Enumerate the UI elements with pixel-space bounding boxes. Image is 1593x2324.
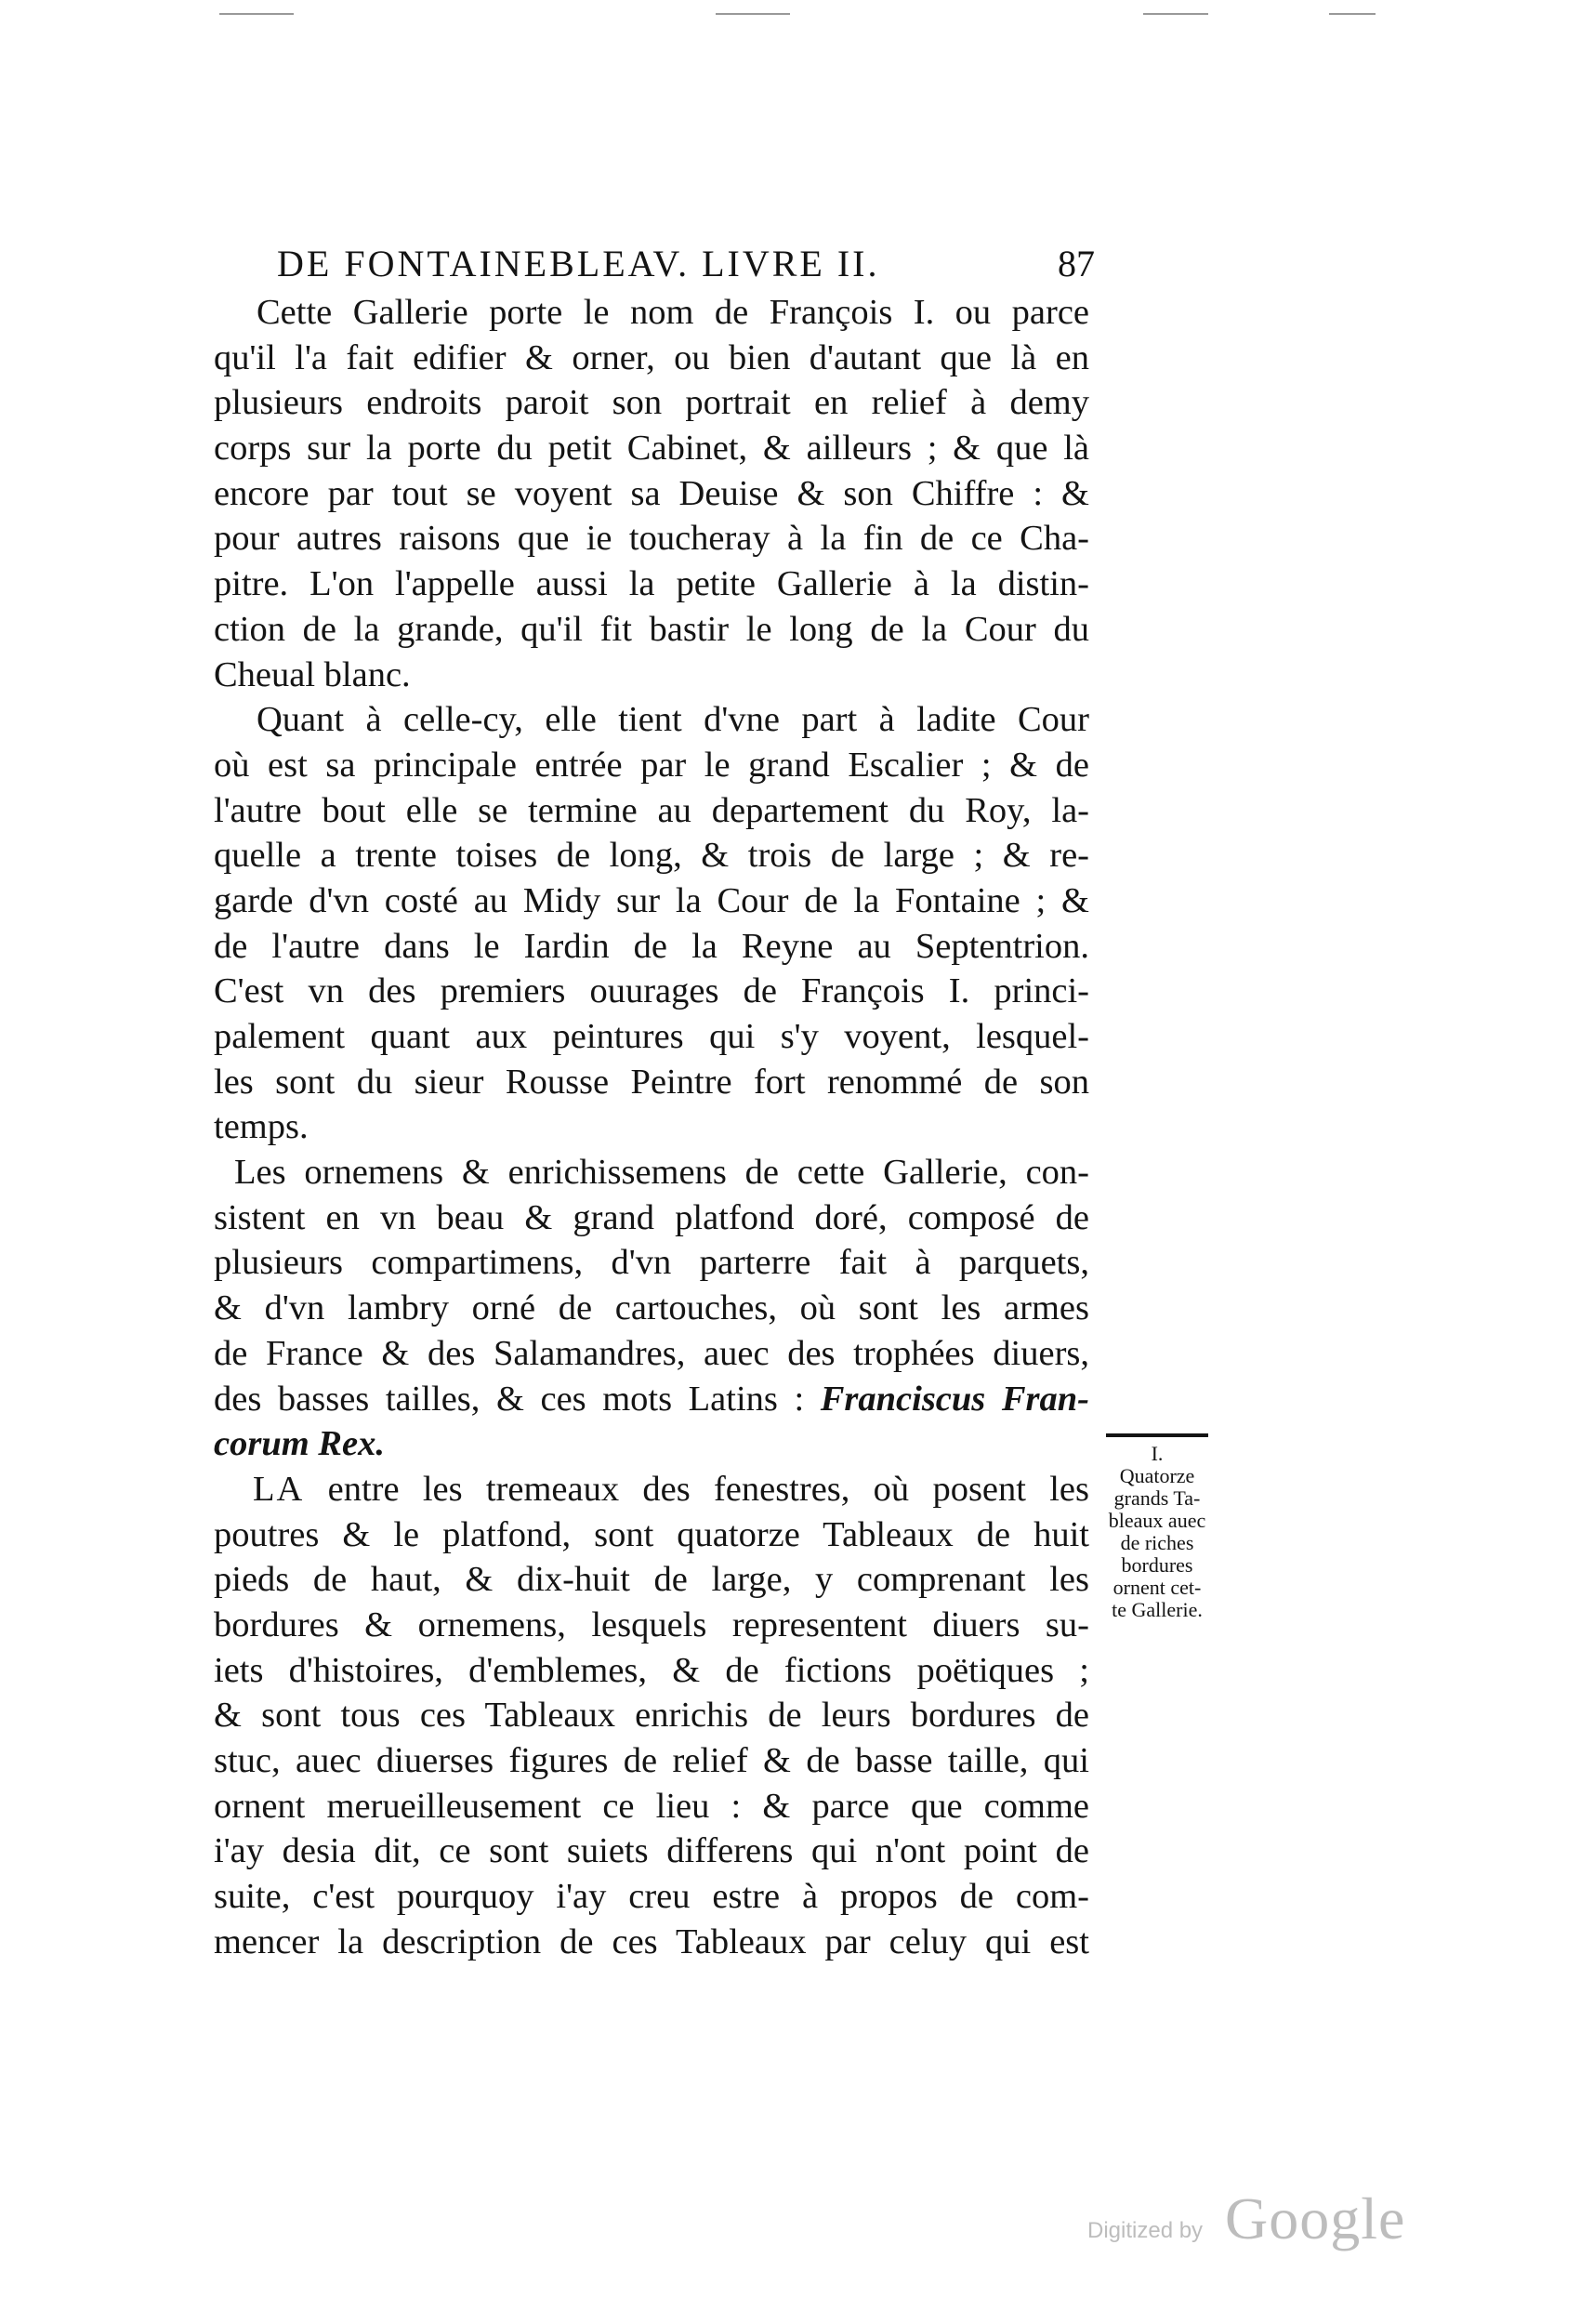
text-span: des basses tailles, & ces mots Latins :: [214, 1379, 805, 1419]
text-line: où est sa principale entrée par le grand Escalier ; & de: [214, 745, 1089, 785]
text-line: garde d'vn costé au Midy sur la Cour de la Fontaine ; &: [214, 880, 1089, 920]
running-head-title: DE FONTAINEBLEAV. LIVRE II.: [277, 243, 880, 284]
text-line: [214, 1467, 1089, 1512]
text-line: plusieurs compartimens, d'vn parterre fait à parquets,: [214, 1243, 1089, 1283]
text-line: qu'il l'a fait edifier & orner, ou bien d'autant que là en: [214, 337, 1089, 377]
text-line: palement quant aux peintures qui s'y voyent, lesquel-: [214, 1017, 1089, 1056]
text-line: corps sur la porte du petit Cabinet, & ailleurs ; & que là: [214, 429, 1089, 469]
latin-motto: corum Rex.: [214, 1424, 385, 1464]
edge-mark: [1329, 13, 1376, 15]
text-line: & sont tous ces Tableaux enrichis de leurs bordures de: [214, 1696, 1089, 1736]
text-line: [214, 1377, 1089, 1422]
margin-rule: [1106, 1433, 1208, 1437]
text-line: pour autres raisons que ie toucheray à la fin de ce Cha-: [214, 519, 1089, 559]
margin-note-line: te Gallerie.: [1112, 1598, 1203, 1621]
margin-note-line: ornent cet-: [1112, 1576, 1202, 1599]
text-line: poutres & le platfond, sont quatorze Tableaux de huit: [214, 1514, 1089, 1554]
text-line: quelle a trente toises de long, & trois de large ; & re-: [214, 836, 1089, 876]
text-line: les sont du sieur Rousse Peintre fort renommé de son: [214, 1062, 1089, 1102]
edge-mark: [1143, 13, 1208, 15]
text-line: C'est vn des premiers ouurages de François I. princi-: [214, 971, 1089, 1011]
google-logo: Google: [1225, 2185, 1406, 2251]
initial-letters: LA: [253, 1469, 305, 1509]
digitized-watermark: [1087, 2185, 1422, 2259]
text-line: de l'autre dans le Iardin de la Reyne au Septentrion.: [214, 926, 1089, 966]
page-number: 87: [1058, 243, 1095, 284]
running-head: [277, 240, 1095, 288]
text-line: temps.: [214, 1107, 309, 1147]
margin-note: [1097, 1433, 1218, 1621]
text-line: & d'vn lambry orné de cartouches, où sont les armes: [214, 1288, 1089, 1328]
text-line: ction de la grande, qu'il fit bastir le long de la Cour du: [214, 609, 1089, 649]
margin-note-line: Quatorze: [1119, 1464, 1195, 1487]
text-line: iets d'histoires, d'emblemes, & de fictions poëtiques ;: [214, 1650, 1089, 1690]
text-line: encore par tout se voyent sa Deuise & son Chiffre : &: [214, 473, 1089, 513]
text-line: pitre. L'on l'appelle aussi la petite Gallerie à la distin-: [214, 564, 1089, 604]
text-line: l'autre bout elle se termine au departement du Roy, la-: [214, 790, 1089, 830]
text-line: mencer la description de ces Tableaux par celuy qui est: [214, 1921, 1089, 1961]
text-line: [214, 1421, 1089, 1467]
text-line: de France & des Salamandres, auec des trophées diuers,: [214, 1333, 1089, 1373]
edge-mark: [219, 13, 294, 15]
margin-note-line: grands Ta-: [1113, 1486, 1201, 1510]
latin-motto: Franciscus Fran-: [820, 1379, 1089, 1419]
text-line: Cheual blanc.: [214, 654, 411, 694]
text-line: Quant à celle-cy, elle tient d'vne part à ladite Cour: [257, 700, 1089, 740]
text-line: stuc, auec diuerses figures de relief & de basse taille, qui: [214, 1741, 1089, 1780]
text-line: bordures & ornemens, lesquels representent diuers su-: [214, 1604, 1089, 1644]
text-line: sistent en vn beau & grand platfond doré, composé de: [214, 1197, 1089, 1237]
watermark-digitized-label: Digitized by: [1087, 2218, 1204, 2243]
body-text: [214, 290, 1089, 1964]
text-span: entre les tremeaux des fenestres, où posent les: [327, 1469, 1089, 1509]
text-line: suite, c'est pourquoy i'ay creu estre à propos de com-: [214, 1877, 1089, 1917]
margin-note-line: bordures: [1121, 1553, 1193, 1577]
edge-mark: [716, 13, 790, 15]
text-line: ornent merueilleusement ce lieu : & parce que comme: [214, 1786, 1089, 1826]
text-line: Cette Gallerie porte le nom de François I. ou parce: [257, 293, 1089, 332]
text-line: i'ay desia dit, ce sont suiets differens qui n'ont point de: [214, 1831, 1089, 1871]
text-line: plusieurs endroits paroit son portrait en relief à demy: [214, 383, 1089, 423]
margin-note-number: I.: [1151, 1442, 1164, 1465]
margin-note-line: de riches: [1120, 1531, 1194, 1554]
text-line: Les ornemens & enrichissemens de cette Gallerie, con-: [234, 1153, 1089, 1193]
text-line: pieds de haut, & dix-huit de large, y comprenant les: [214, 1560, 1089, 1600]
margin-note-line: bleaux auec: [1108, 1509, 1206, 1532]
